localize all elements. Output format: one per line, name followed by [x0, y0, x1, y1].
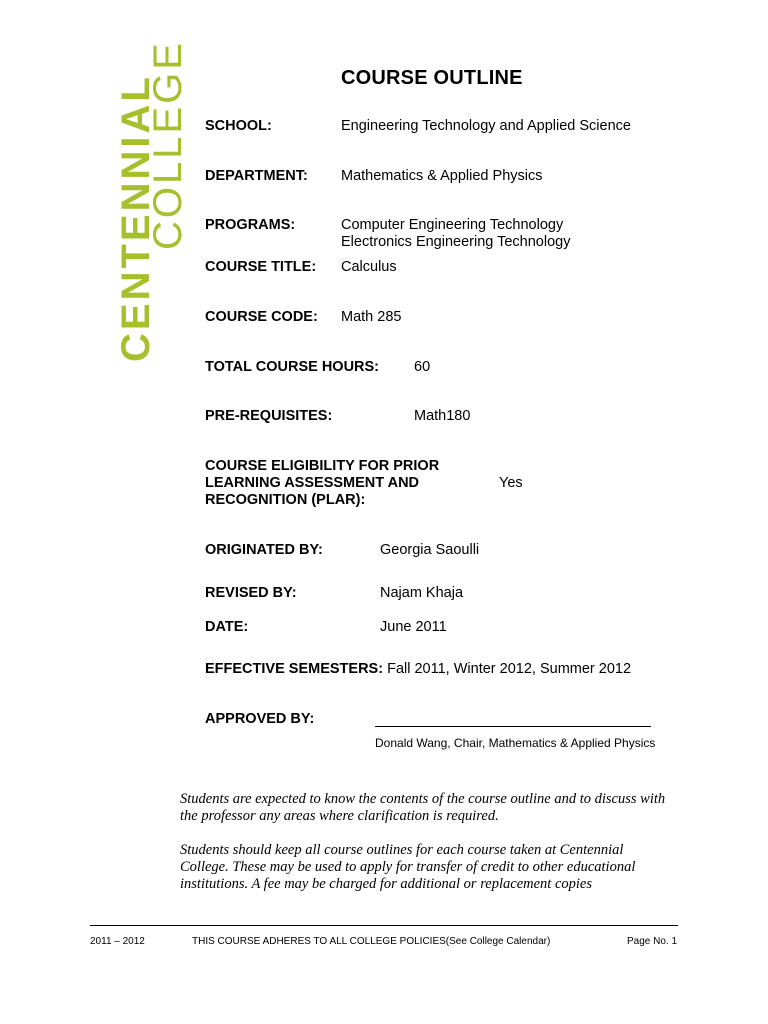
- course-code-label: COURSE CODE:: [205, 309, 318, 325]
- originated-by-label: ORIGINATED BY:: [205, 542, 323, 558]
- programs-label: PROGRAMS:: [205, 217, 296, 233]
- approver-name: Donald Wang, Chair, Mathematics & Applied Physics: [375, 736, 656, 750]
- prerequisites-value: Math180: [414, 408, 471, 424]
- total-hours-label: TOTAL COURSE HOURS:: [205, 359, 380, 375]
- effective-semesters-row: [205, 661, 631, 677]
- approved-by-label: APPROVED BY:: [205, 711, 315, 727]
- footer-year: 2011 – 2012: [90, 936, 145, 947]
- plar-label-line: COURSE ELIGIBILITY FOR PRIOR: [205, 458, 440, 474]
- total-hours-value: 60: [414, 359, 431, 375]
- effective-semesters-label: EFFECTIVE SEMESTERS:: [205, 661, 384, 677]
- note-paragraph: Students should keep all course outlines for each course taken at Centennial College. These may be used to apply for transfer of credit to other educational institutions. A fee may be charged for additional or replacement copies: [180, 842, 636, 892]
- revised-by-label: REVISED BY:: [205, 585, 297, 601]
- footer-policy: THIS COURSE ADHERES TO ALL COLLEGE POLICIES(See College Calendar): [192, 936, 551, 947]
- revised-by-value: Najam Khaja: [380, 585, 464, 601]
- page-title: COURSE OUTLINE: [341, 67, 523, 89]
- school-label: SCHOOL:: [205, 118, 272, 134]
- logo-college: COLLEGE: [146, 40, 190, 250]
- note-paragraph: Students are expected to know the contents of the course outline and to discuss with the professor any areas where clarification is required.: [180, 791, 666, 824]
- prerequisites-label: PRE-REQUISITES:: [205, 408, 333, 424]
- footer-page-number: Page No. 1: [627, 936, 678, 947]
- program-item: Electronics Engineering Technology: [341, 234, 571, 250]
- effective-semesters-value: Fall 2011, Winter 2012, Summer 2012: [387, 661, 632, 677]
- school-value: Engineering Technology and Applied Science: [341, 118, 631, 134]
- department-value: Mathematics & Applied Physics: [341, 168, 543, 184]
- course-title-label: COURSE TITLE:: [205, 259, 317, 275]
- plar-label-line: LEARNING ASSESSMENT AND: [205, 475, 420, 491]
- course-title-value: Calculus: [341, 259, 397, 275]
- plar-value: Yes: [499, 475, 523, 491]
- originated-by-value: Georgia Saoulli: [380, 542, 480, 558]
- date-value: June 2011: [380, 619, 447, 635]
- department-label: DEPARTMENT:: [205, 168, 308, 184]
- date-label: DATE:: [205, 619, 249, 635]
- course-code-value: Math 285: [341, 309, 402, 325]
- plar-label-line: RECOGNITION (PLAR):: [205, 492, 366, 508]
- program-item: Computer Engineering Technology: [341, 217, 564, 233]
- footer-rule: [90, 925, 678, 926]
- signature-line: [375, 726, 651, 727]
- logo-centennial: CENTENNIAL: [114, 74, 158, 362]
